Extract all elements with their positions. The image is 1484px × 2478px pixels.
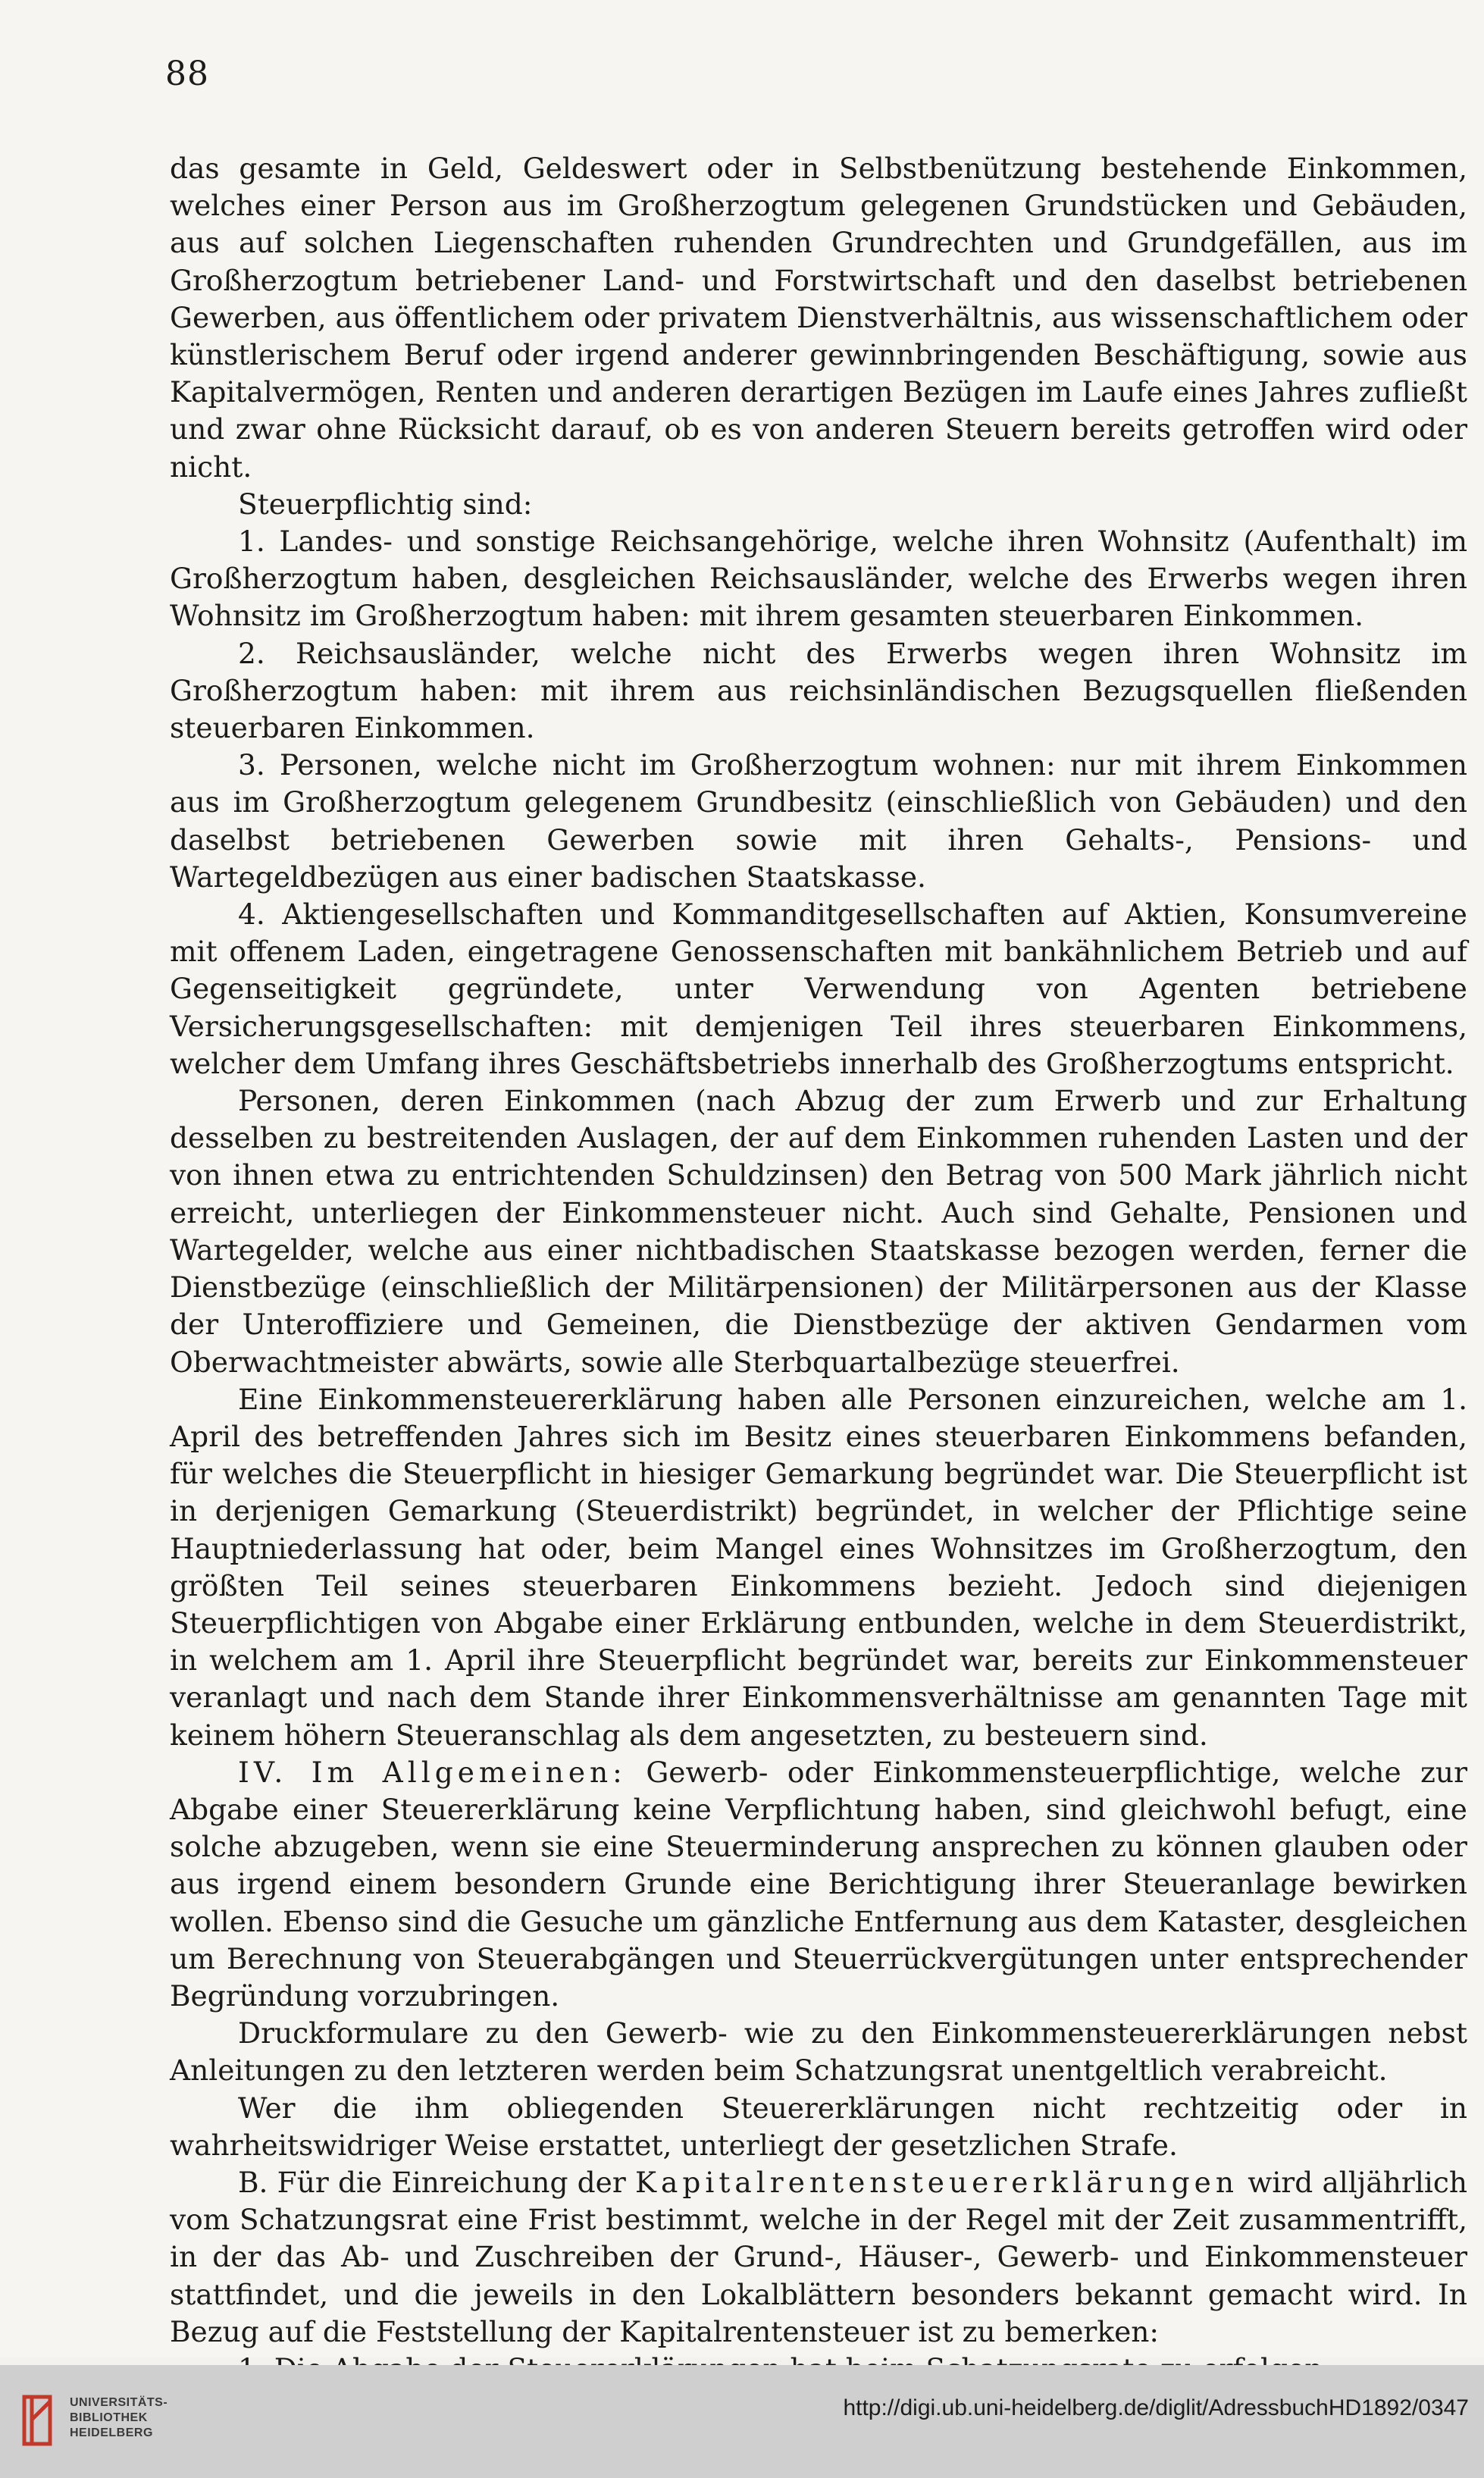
general-text: Gewerb- oder Einkommensteuerpflichtige, welche zur Abgabe einer Steuererklärung keine Verpflichtung haben, sind gleichwohl befugt, eine solche abzugeben, wenn sie eine Steuerminderung ansprechen zu können glauben oder aus irgend einem besondern Grunde eine Berichtigung ihrer Steueranlage bewirken wollen. Ebenso sind die Gesuche um gänzliche Entfernung aus dem Kataster, desgleichen um Berechnung von Steuerabgängen und Steuerrückvergütungen unter entsprechender Begründung vorzubringen. bbox=[170, 1755, 1467, 2013]
liable-item-2: 2. Reichsausländer, welche nicht des Erwerbs wegen ihren Wohnsitz im Großherzogtum haben: mit ihrem aus reichsinländischen Bezugsquellen fließenden steuerbaren Einkommen. bbox=[170, 636, 1467, 745]
institution-line-2: BIBLIOTHEK bbox=[70, 2411, 148, 2424]
penalty-paragraph: Wer die ihm obliegenden Steuererklärungen nicht rechtzeitig oder in wahrheitswidriger Weise erstattet, unterliegt der gesetzlichen Strafe. bbox=[170, 2091, 1467, 2162]
institution-line-1: UNIVERSITÄTS- bbox=[70, 2396, 168, 2409]
section-b-text: wird alljährlich vom Schatzungsrat eine Frist bestimmt, welche in der Regel mit der Zeit zusammentrifft, in der das Ab- und Zuschreiben der Grund-, Häuser-, Gewerb- und Einkommensteuer stattfindet, und die jeweils in den Lokalblättern besonders bekannt gemacht wird. In Bezug auf die Feststellung der Kapitalrentensteuer ist zu bemerken: bbox=[170, 2165, 1467, 2348]
section-b-paragraph bbox=[170, 2164, 1467, 2351]
liable-item-3: 3. Personen, welche nicht im Großherzogtum wohnen: nur mit ihrem Einkommen aus im Großherzogtum gelegenem Grundbesitz (einschließlich von Gebäuden) und den daselbst betriebenen Gewerben sowie mit ihren Gehalts-, Pensions- und Wartegeldbezügen aus einer badischen Staatskasse. bbox=[170, 748, 1467, 894]
declaration-paragraph: Eine Einkommensteuererklärung haben alle Personen einzureichen, welche am 1. April des betreffenden Jahres sich im Besitz eines steuerbaren Einkommens befanden, für welches die Steuerpflicht in hiesiger Gemarkung begründet war. Die Steuerpflicht ist in derjenigen Gemarkung (Steuerdistrikt) begründet, in welcher der Pflichtige seine Hauptniederlassung hat oder, beim Mangel eines Wohnsitzes im Großherzogtum, den größten Teil seines steuerbaren Einkommens bezieht. Jedoch sind diejenigen Steuerpflichtigen von Abgabe einer Erklärung entbunden, welche in dem Steuerdistrikt, in welchem am 1. April ihre Steuerpflicht begründet war, bereits zur Einkommensteuer veranlagt und nach dem Stande ihrer Einkommensverhältnisse am genannten Tage mit keinem höhern Steueranschlag als dem angesetzten, zu besteuern sind. bbox=[170, 1382, 1467, 1752]
liable-heading: Steuerpflichtig sind: bbox=[238, 487, 533, 521]
liable-item-1: 1. Landes- und sonstige Reichsangehörige, welche ihren Wohnsitz (Aufenthalt) im Großherzogtum haben, desgleichen Reichsausländer, welche des Erwerbs wegen ihren Wohnsitz im Großherzogtum haben: mit ihrem gesamten steuerbaren Einkommen. bbox=[170, 525, 1467, 633]
exemption-paragraph: Personen, deren Einkommen (nach Abzug der zum Erwerb und zur Erhaltung desselben zu bestreitenden Auslagen, der auf dem Einkommen ruhenden Lasten und der von ihnen etwa zu entrichtenden Schuldzinsen) den Betrag von 500 Mark jährlich nicht erreicht, unterliegen der Einkommensteuer nicht. Auch sind Gehalte, Pensionen und Wartegelder, welche aus einer nichtbadischen Staatskasse bezogen werden, ferner die Dienstbezüge (einschließlich der Militärpensionen) der Militärpersonen aus der Klasse der Unteroffiziere und Gemeinen, die Dienstbezüge der aktiven Gendarmen vom Oberwachtmeister abwärts, sowie alle Sterbquartalbezüge steuerfrei. bbox=[170, 1084, 1467, 1379]
page-body bbox=[170, 150, 1467, 2388]
general-label: IV. Im Allgemeinen: bbox=[238, 1755, 627, 1789]
liable-item-4: 4. Aktiengesellschaften und Kommanditgesellschaften auf Aktien, Konsumvereine mit offenem Laden, eingetragene Genossenschaften mit bankähnlichem Betrieb und auf Gegenseitigkeit gegründete, unter Verwendung von Agenten betriebene Versicherungsgesellschaften: mit demjenigen Teil ihres steuerbaren Einkommens, welcher dem Umfang ihres Geschäftsbetriebs innerhalb des Großherzogtums entspricht. bbox=[170, 898, 1467, 1080]
university-library-logo-icon bbox=[21, 2394, 56, 2447]
institution-line-3: HEIDELBERG bbox=[70, 2426, 153, 2439]
source-url-link[interactable]: http://digi.ub.uni-heidelberg.de/diglit/AdressbuchHD1892/0347 bbox=[843, 2395, 1469, 2420]
forms-paragraph: Druckformulare zu den Gewerb- wie zu den Einkommensteuererklärungen nebst Anleitungen zu den letzteren werden beim Schatzungsrat unentgeltlich verabreicht. bbox=[170, 2016, 1467, 2088]
intro-paragraph: das gesamte in Geld, Geldeswert oder in Selbstbenützung bestehende Einkommen, welches einer Person aus im Großherzogtum gelegenen Grundstücken und Gebäuden, aus auf solchen Liegenschaften ruhenden Grundrechten und Grundgefällen, aus im Großherzogtum betriebener Land- und Forstwirtschaft und den daselbst betriebenen Gewerben, aus öffentlichem oder privatem Dienstverhältnis, aus wissenschaftlichem oder künstlerischem Beruf oder irgend anderer gewinnbringenden Beschäftigung, sowie aus Kapitalvermögen, Renten und anderen derartigen Bezügen im Laufe eines Jahres zufließt und zwar ohne Rücksicht darauf, ob es von anderen Steuern bereits getroffen wird oder nicht. bbox=[170, 152, 1467, 484]
section-b-spaced-term: Kapitalrentensteuererklärungen bbox=[634, 2165, 1239, 2199]
institution-name bbox=[70, 2395, 167, 2441]
digitization-footer bbox=[0, 2365, 1484, 2478]
section-b-label: B. Für die Einreichung der bbox=[238, 2165, 626, 2199]
page-number: 88 bbox=[165, 55, 209, 93]
general-paragraph bbox=[170, 1754, 1467, 2015]
